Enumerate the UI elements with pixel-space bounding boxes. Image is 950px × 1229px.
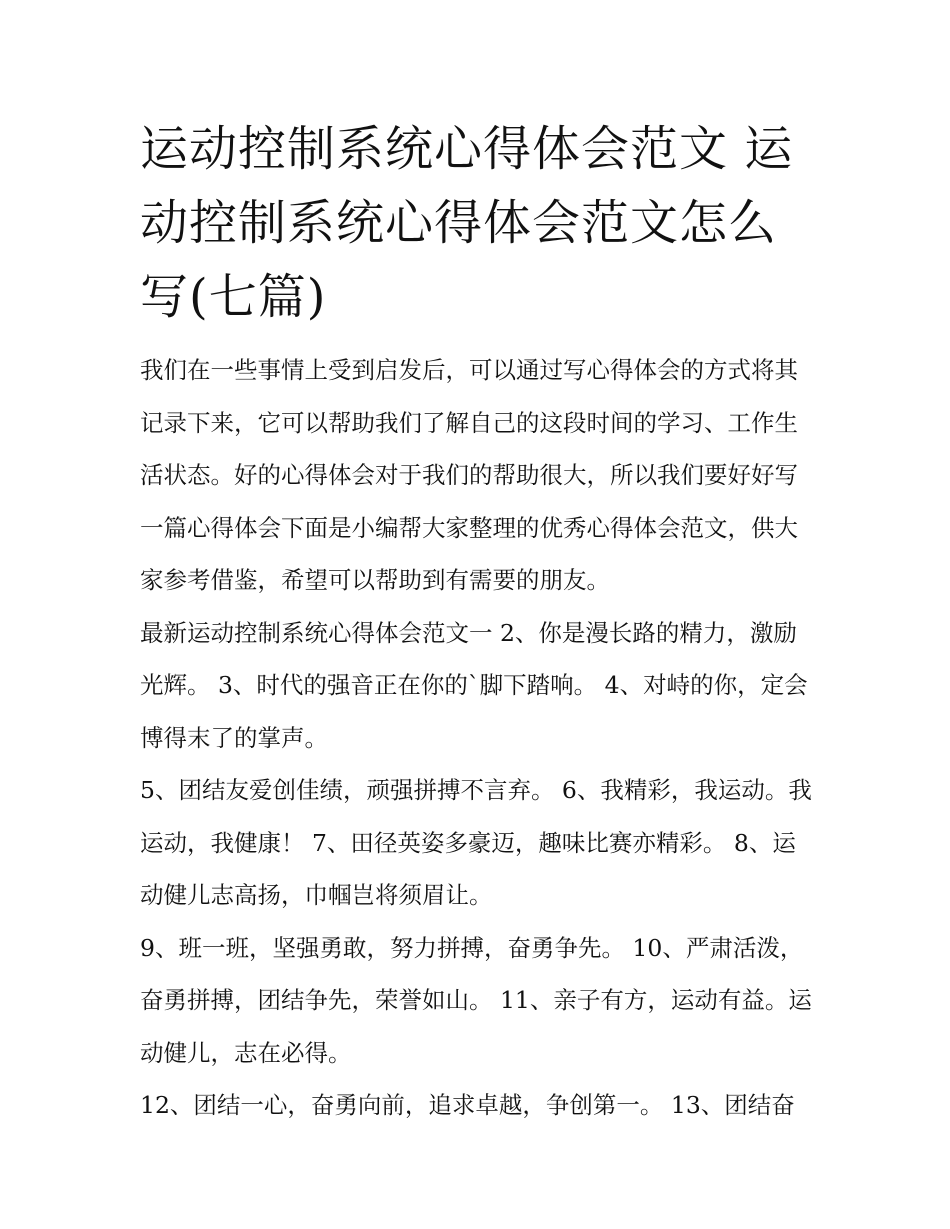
paragraph-slogans-2: 5、团结友爱创佳绩，顽强拼搏不言弃。 6、我精彩，我运动。我运动，我健康！ 7、田径英姿多豪迈，趣味比赛亦精彩。 8、运动健儿志高扬，巾帼岂将须眉让。 <box>140 776 812 909</box>
paragraph-slogans-1: 最新运动控制系统心得体会范文一 2、你是漫长路的精力，激励光辉。 3、时代的强音正在你的`脚下踏响。 4、对峙的你，定会博得末了的掌声。 <box>140 618 808 752</box>
document-title: 运动控制系统心得体会范文 运动控制系统心得体会范文怎么写(七篇) <box>140 121 794 325</box>
paragraph-slogans-3: 9、班一班，坚强勇敢，努力拼搏，奋勇争先。 10、严肃活泼，奋勇拼搏，团结争先，荣誉如山。 11、亲子有方，运动有益。运动健儿，志在必得。 <box>140 933 812 1067</box>
paragraph-slogans-4: 12、团结一心，奋勇向前，追求卓越，争创第一。 13、团结奋 <box>140 1091 795 1119</box>
document-page <box>140 112 815 1132</box>
paragraph-intro: 我们在一些事情上受到启发后，可以通过写心得体会的方式将其记录下来，它可以帮助我们了解自己的这段时间的学习、工作生活状态。好的心得体会对于我们的帮助很大，所以我们要好好写一篇心得体会下面是小编帮大家整理的优秀心得体会范文，供大家参考借鉴，希望可以帮助到有需要的朋友。 <box>140 356 798 594</box>
